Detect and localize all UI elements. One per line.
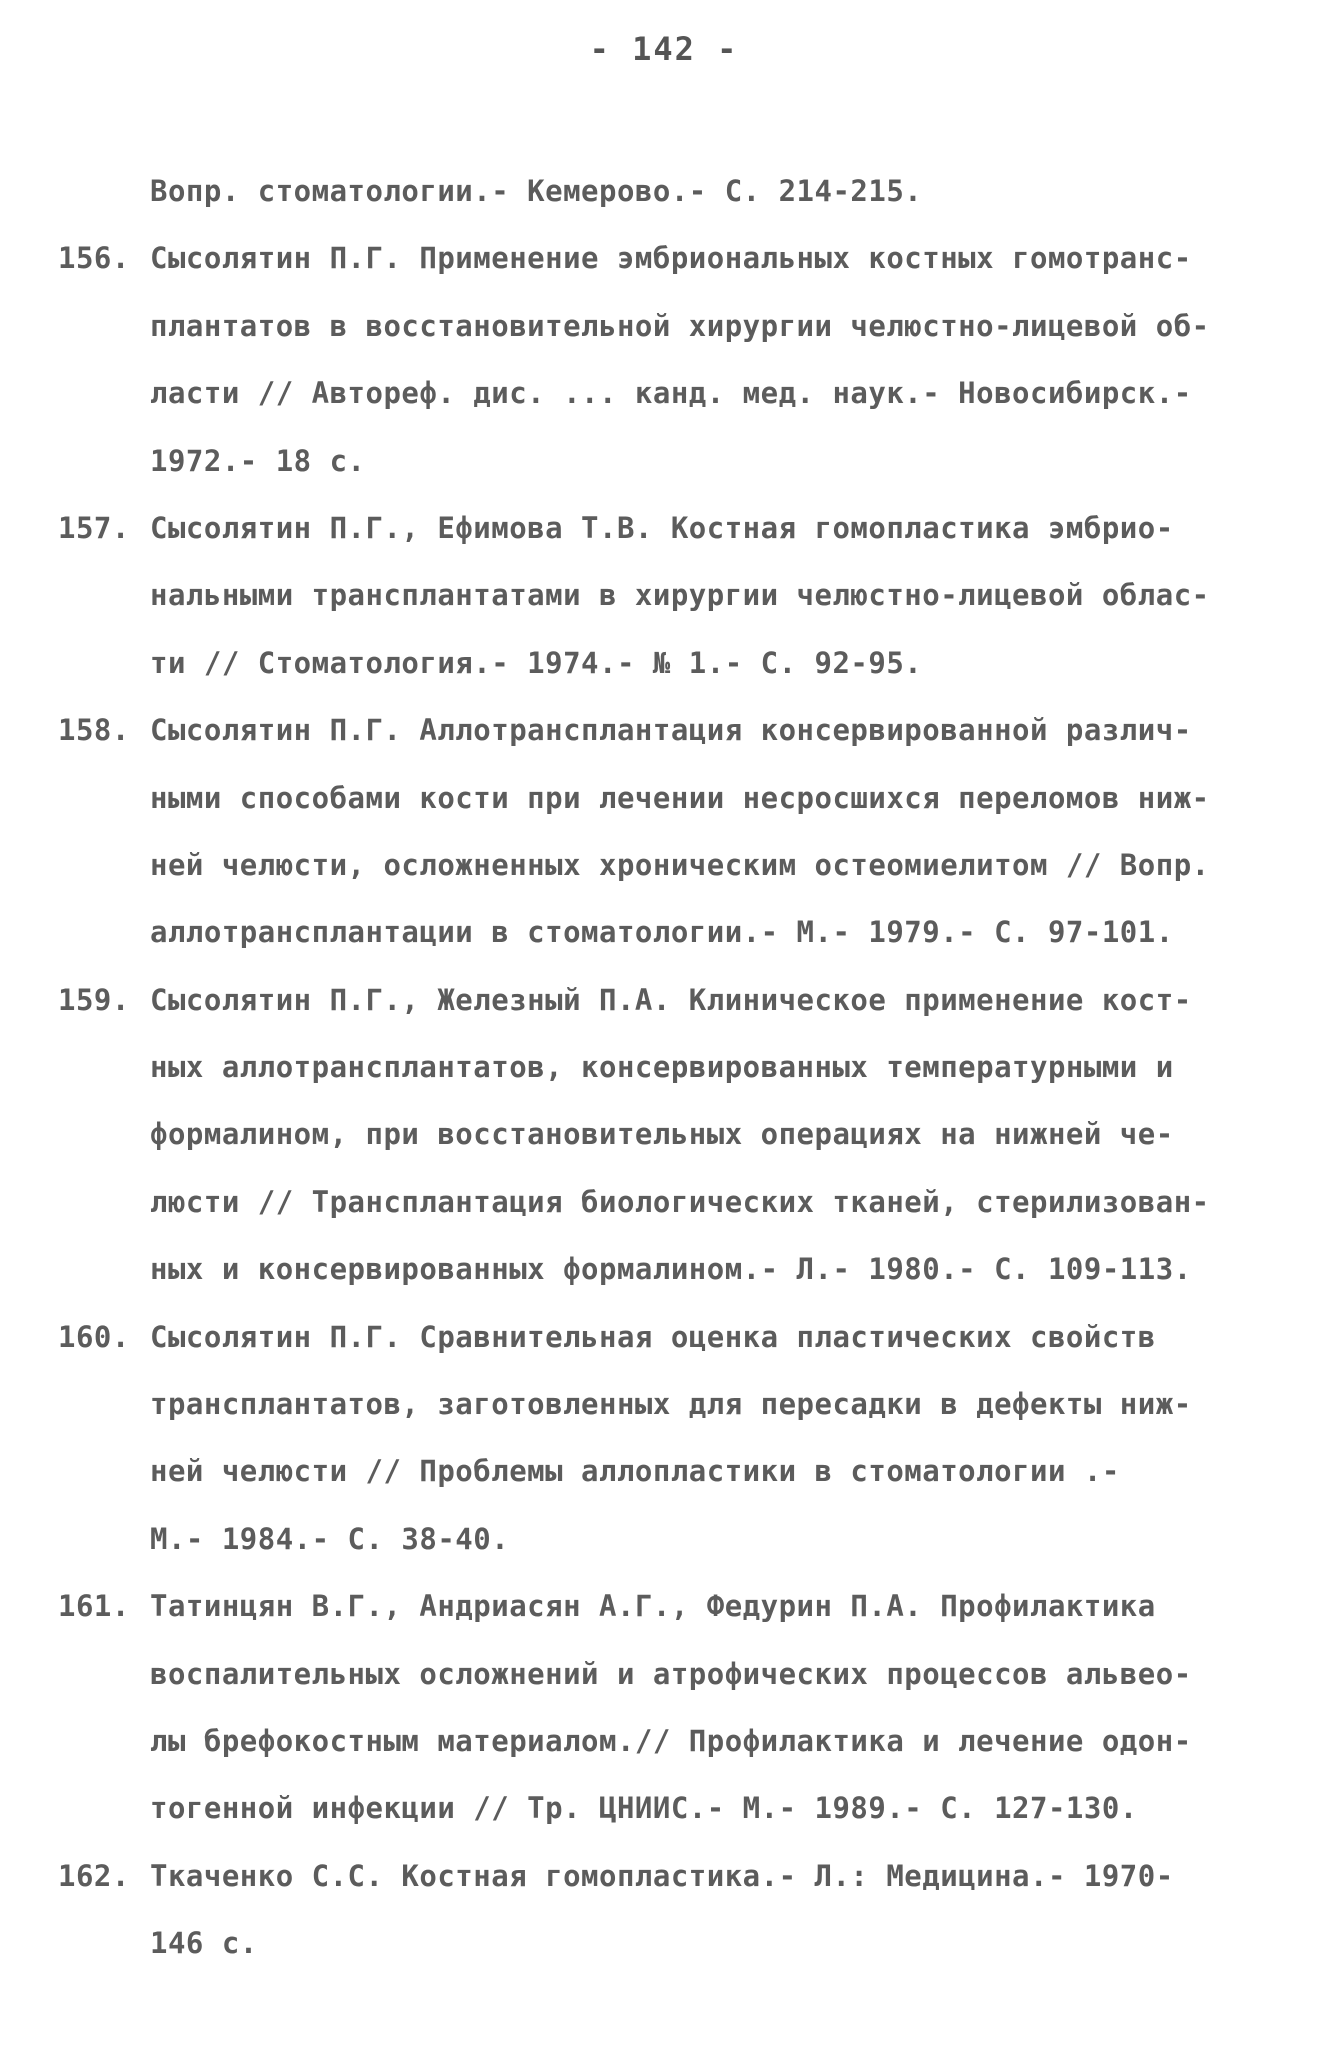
entry-number: 162. [58,1858,130,1893]
entry-line: люсти // Трансплантация биологических тканей, стерилизован- [150,1184,1210,1219]
entry-line: М.- 1984.- С. 38-40. [150,1521,510,1556]
entry-line [58,1573,1258,1640]
entry-line: 1972.- 18 с. [150,443,366,478]
entry-text: Сысолятин П.Г. Аллотрансплантация консервированной различ- [150,713,1192,748]
entry-line: лы брефокостным материалом.// Профилактика и лечение одон- [150,1723,1192,1758]
entry-text: Сысолятин П.Г., Ефимова Т.В. Костная гомопластика эмбрио- [150,510,1174,545]
entry-line: формалином, при восстановительных операциях на нижней че- [150,1117,1174,1152]
entry-line: ными способами кости при лечении несросшихся переломов ниж- [150,780,1210,815]
entry-line: трансплантатов, заготовленных для пересадки в дефекты ниж- [150,1387,1192,1422]
entry-line [58,225,1258,292]
entry-line: плантатов в восстановительной хирургии челюстно-лицевой об- [150,308,1210,343]
entry-line [58,1843,1258,1910]
entry-line: ных и консервированных формалином.- Л.- 1980.- С. 109-113. [150,1252,1192,1287]
bibliography-entry [58,697,1258,967]
entry-number: 159. [58,982,130,1017]
entry-number: 161. [58,1589,130,1624]
bibliography-list [58,158,1258,1978]
entry-text: Сысолятин П.Г. Применение эмбриональных костных гомотранс- [150,241,1192,276]
entry-text: Сысолятин П.Г., Железный П.А. Клиническое применение кост- [150,982,1192,1017]
bibliography-entry [58,967,1258,1304]
continuation-line: Вопр. стоматологии.- Кемерово.- С. 214-215. [150,174,923,208]
entry-text: Татинцян В.Г., Андриасян А.Г., Федурин П.А. Профилактика [150,1589,1156,1624]
entry-line: тогенной инфекции // Тр. ЦНИИС.- М.- 1989.- С. 127-130. [150,1791,1138,1826]
entry-line [58,967,1258,1034]
page-number: - 142 - [589,30,739,68]
entry-line: ти // Стоматология.- 1974.- № 1.- С. 92-95. [150,645,923,680]
entry-line: ней челюсти, осложненных хроническим остеомиелитом // Вопр. [150,847,1210,882]
entry-text: Ткаченко С.С. Костная гомопластика.- Л.: Медицина.- 1970- [150,1858,1174,1893]
entry-line [58,495,1258,562]
entry-line [58,1304,1258,1371]
entry-line: ных аллотрансплантатов, консервированных температурными и [150,1050,1174,1085]
entry-line: ласти // Автореф. дис. ... канд. мед. наук.- Новосибирск.- [150,376,1192,411]
entry-line: 146 с. [150,1926,258,1961]
entry-number: 156. [58,241,130,276]
entry-number: 157. [58,510,130,545]
bibliography-entry [58,1573,1258,1843]
entry-line: воспалительных осложнений и атрофических процессов альвео- [150,1656,1192,1691]
entry-line [58,697,1258,764]
entry-line: ней челюсти // Проблемы аллопластики в стоматологии .- [150,1454,1120,1489]
entry-text: Сысолятин П.Г. Сравнительная оценка пластических свойств [150,1319,1156,1354]
bibliography-entry [58,1843,1258,1978]
entry-line: аллотрансплантации в стоматологии.- М.- 1979.- С. 97-101. [150,915,1174,950]
bibliography-entry [58,1304,1258,1574]
entry-number: 158. [58,713,130,748]
entry-line: нальными трансплантатами в хирургии челюстно-лицевой облас- [150,578,1210,613]
bibliography-entry [58,495,1258,697]
bibliography-entry [58,225,1258,495]
entry-number: 160. [58,1319,130,1354]
